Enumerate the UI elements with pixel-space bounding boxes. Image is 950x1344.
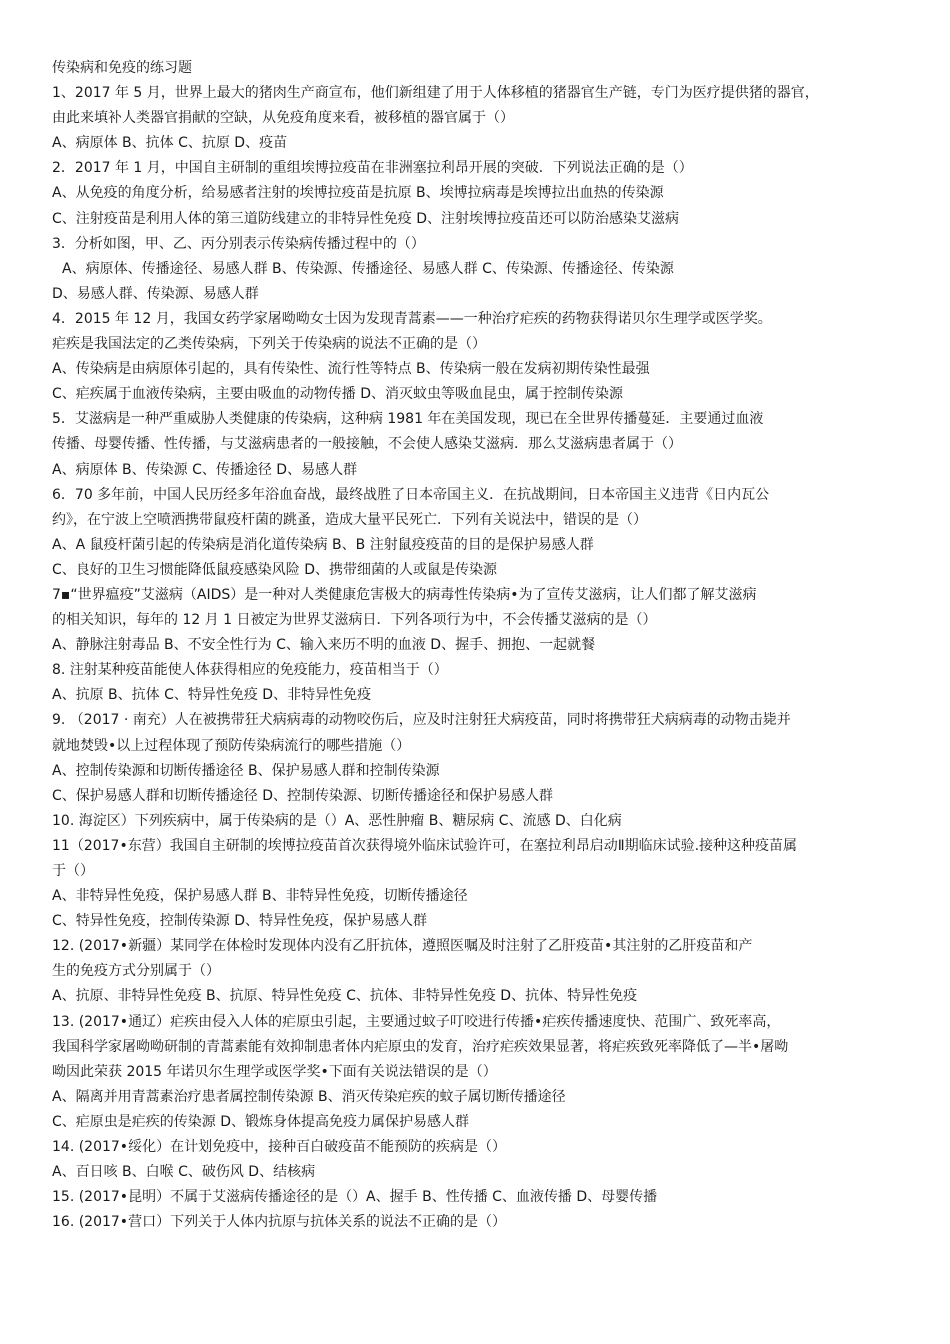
question-2-stem: 2．2017 年 1 月，中国自主研制的重组埃博拉疫苗在非洲塞拉利昂开展的突破．下列说法正确的是（） — [52, 160, 693, 177]
question-6-stem-cont: 约》，在宁波上空喷洒携带鼠疫杆菌的跳蚤，造成大量平民死亡．下列有关说法中，错误的是（） — [52, 511, 647, 528]
question-9-options-ab: A、控制传染源和切断传播途径 B、保护易感人群和控制传染源 — [52, 762, 440, 779]
question-15: 15. (2017•昆明）不属于艾滋病传播途径的是（）A、握手 B、性传播 C、血液传播 D、母婴传播 — [52, 1189, 658, 1206]
question-7-options: A、静脉注射毒品 B、不安全性行为 C、输入来历不明的血液 D、握手、拥抱、一起就餐 — [52, 637, 596, 654]
question-13-options-cd: C、疟原虫是疟疾的传染源 D、锻炼身体提高免疫力属保护易感人群 — [52, 1113, 470, 1130]
question-13-stem-end: 呦因此荣获 2015 年诺贝尔生理学或医学奖•下面有关说法错误的是（） — [52, 1063, 497, 1080]
question-10: 10. 海淀区）下列疾病中，属于传染病的是（）A、恶性肿瘤 B、糖尿病 C、流感 D、白化病 — [52, 812, 622, 829]
question-1-stem-cont: 由此来填补人类器官捐献的空缺，从免疫角度来看，被移植的器官属于（） — [52, 110, 514, 127]
question-13-options-ab: A、隔离并用青蒿素治疗患者属控制传染源 B、消灭传染疟疾的蚊子属切断传播途径 — [52, 1088, 566, 1105]
question-12-stem-cont: 生的免疫方式分别属于（） — [52, 963, 220, 980]
question-8-stem: 8. 注射某种疫苗能使人体获得相应的免疫能力，疫苗相当于（） — [52, 662, 448, 679]
question-4-options-cd: C、疟疾属于血液传染病，主要由吸血的动物传播 D、消灭蚊虫等吸血昆虫，属于控制传染源 — [52, 386, 624, 403]
question-12-options: A、抗原、非特异性免疫 B、抗原、特异性免疫 C、抗体、非特异性免疫 D、抗体、特异性免疫 — [52, 988, 638, 1005]
question-6-stem: 6．70 多年前，中国人民历经多年浴血奋战，最终战胜了日本帝国主义．在抗战期间，日本帝国主义违背《日内瓦公 — [52, 486, 770, 503]
worksheet-body — [52, 56, 912, 1235]
question-4-options-ab: A、传染病是由病原体引起的，具有传染性、流行性等特点 B、传染病一般在发病初期传染性最强 — [52, 361, 650, 378]
question-9-stem-cont: 就地焚毁•以上过程体现了预防传染病流行的哪些措施（） — [52, 737, 411, 754]
question-7-stem: 7▪“世界瘟疫”艾滋病（AIDS）是一种对人类健康危害极大的病毒性传染病•为了宣传艾滋病，让人们都了解艾滋病 — [52, 586, 757, 603]
question-11-stem-cont: 于（） — [52, 863, 94, 879]
question-16-stem: 16. (2017•营口）下列关于人体内抗原与抗体关系的说法不正确的是（） — [52, 1214, 507, 1231]
question-4-stem: 4．2015 年 12 月，我国女药学家屠呦呦女士因为发现青蒿素——一种治疗疟疾的药物获得诺贝尔生理学或医学奖。 — [52, 310, 772, 327]
question-2-options-ab: A、从免疫的角度分析，给易感者注射的埃博拉疫苗是抗原 B、埃博拉病毒是埃博拉出血热的传染源 — [52, 185, 664, 202]
question-7-stem-cont: 的相关知识，每年的 12 月 1 日被定为世界艾滋病日．下列各项行为中，不会传播艾滋病的是（） — [52, 612, 657, 629]
question-3-options-abc: A、病原体、传播途径、易感人群 B、传染源、传播途径、易感人群 C、传染源、传播途径、传染源 — [62, 260, 674, 277]
question-13-stem-cont: 我国科学家屠呦呦研制的青蒿素能有效抑制患者体内疟原虫的发育，治疗疟疾效果显著，将疟疾致死率降低了—半•屠呦 — [52, 1038, 789, 1055]
question-3-stem: 3．分析如图，甲、乙、丙分别表示传染病传播过程中的（） — [52, 235, 425, 252]
question-3-options-d: D、易感人群、传染源、易感人群 — [52, 285, 259, 302]
question-11-options-ab: A、非特异性免疫，保护易感人群 B、非特异性免疫，切断传播途径 — [52, 888, 468, 905]
question-4-stem-cont: 疟疾是我国法定的乙类传染病，下列关于传染病的说法不正确的是（） — [52, 336, 486, 353]
question-6-options-ab: A、A 鼠疫杆菌引起的传染病是消化道传染病 B、B 注射鼠疫疫苗的目的是保护易感人群 — [52, 536, 594, 553]
question-9-stem: 9. （2017 · 南充）人在被携带狂犬病病毒的动物咬伤后，应及时注射狂犬病疫苗，同时将携带狂犬病病毒的动物击毙并 — [52, 712, 791, 729]
question-5-stem-cont: 传播、母婴传播、性传播，与艾滋病患者的一般接触，不会使人感染艾滋病．那么艾滋病患者属于（） — [52, 436, 682, 453]
question-14-stem: 14. (2017•绥化）在计划免疫中，接种百白破疫苗不能预防的疾病是（） — [52, 1139, 507, 1156]
question-8-options: A、抗原 B、抗体 C、特异性免疫 D、非特异性免疫 — [52, 687, 372, 704]
question-9-options-cd: C、保护易感人群和切断传播途径 D、控制传染源、切断传播途径和保护易感人群 — [52, 787, 554, 804]
worksheet-title: 传染病和免疫的练习题 — [52, 60, 192, 76]
question-5-stem: 5．艾滋病是一种严重威胁人类健康的传染病，这种病 1981 年在美国发现，现已在全世界传播蔓延．主要通过血液 — [52, 411, 764, 428]
question-14-options: A、百日咳 B、白喉 C、破伤风 D、结核病 — [52, 1164, 316, 1181]
question-12-stem: 12. (2017•新疆）某同学在体检时发现体内没有乙肝抗体，遵照医嘱及时注射了乙肝疫苗•其注射的乙肝疫苗和产 — [52, 938, 753, 955]
question-2-options-cd: C、注射疫苗是利用人体的第三道防线建立的非特异性免疫 D、注射埃博拉疫苗还可以防治感染艾滋病 — [52, 210, 680, 227]
question-11-stem: 11（2017•东营）我国自主研制的埃博拉疫苗首次获得境外临床试验许可，在塞拉利昂启动Ⅱ期临床试验.接种这种疫苗属 — [52, 837, 798, 854]
question-1-options: A、病原体 B、抗体 C、抗原 D、疫苗 — [52, 135, 288, 152]
question-1-stem: 1、2017 年 5 月，世界上最大的猪肉生产商宣布，他们新组建了用于人体移植的猪器官生产链，专门为医疗提供猪的器官， — [52, 85, 819, 102]
question-11-options-cd: C、特异性免疫，控制传染源 D、特异性免疫，保护易感人群 — [52, 913, 428, 930]
question-6-options-cd: C、良好的卫生习惯能降低鼠疫感染风险 D、携带细菌的人或鼠是传染源 — [52, 561, 498, 578]
question-5-options: A、病原体 B、传染源 C、传播途径 D、易感人群 — [52, 461, 358, 478]
question-13-stem: 13. (2017•通辽）疟疾由侵入人体的疟原虫引起，主要通过蚊子叮咬进行传播•疟疾传播速度快、范围广、致死率高， — [52, 1013, 781, 1030]
